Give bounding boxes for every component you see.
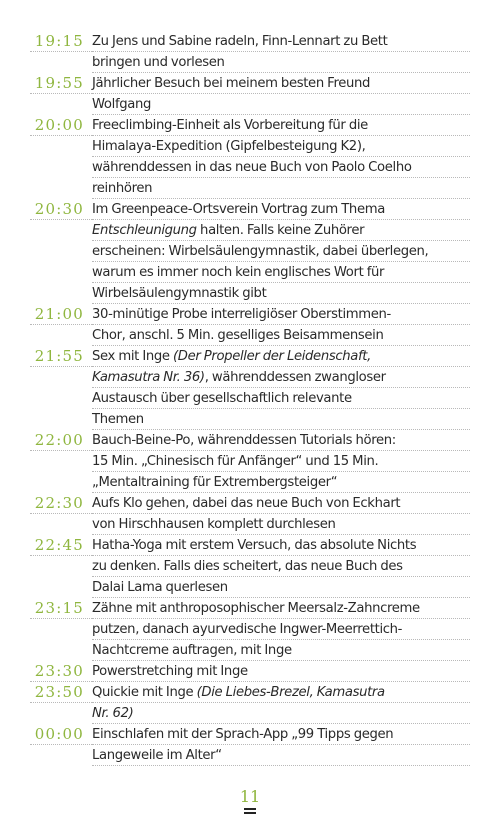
entry-text [92, 199, 470, 304]
entry-text-line [92, 199, 470, 220]
entry-text [92, 535, 470, 598]
entry-text-line [92, 703, 470, 724]
entry-text [92, 73, 470, 115]
entry-text-line [92, 598, 470, 619]
schedule-entry [30, 73, 470, 115]
text-segment: Langeweile im Alter“ [92, 748, 222, 763]
entry-time: 21:55 [30, 346, 92, 367]
entry-text [92, 598, 470, 661]
text-segment: „Mentaltraining für Extrembergsteiger“ [92, 475, 338, 490]
entry-text-line [92, 535, 470, 556]
entry-text [92, 346, 470, 430]
entry-text-line [92, 73, 470, 94]
text-segment: währenddessen in das neue Buch von Paolo Coelho [92, 160, 412, 175]
text-segment: warum es immer noch kein englisches Wort für [92, 265, 385, 280]
text-segment: Hatha-Yoga mit erstem Versuch, das absolute Nichts [92, 538, 417, 553]
schedule-entry [30, 598, 470, 661]
entry-text-line [92, 409, 470, 430]
text-segment: Austausch über gesellschaftlich relevante [92, 391, 352, 406]
entry-time: 00:00 [30, 724, 92, 745]
text-segment: Im Greenpeace-Ortsverein Vortrag zum Thema [92, 202, 385, 217]
entry-text [92, 724, 470, 766]
entry-text-line [92, 94, 470, 115]
entry-time: 21:00 [30, 304, 92, 325]
text-segment: Zu Jens und Sabine radeln, Finn-Lennart zu Bett [92, 34, 388, 49]
text-segment: Wolfgang [92, 97, 152, 112]
entry-text-line [92, 262, 470, 283]
entry-time: 20:00 [30, 115, 92, 136]
entry-text-line [92, 367, 470, 388]
text-segment: Jährlicher Besuch bei meinem besten Freund [92, 76, 371, 91]
entry-text [92, 430, 470, 493]
entry-time: 23:50 [30, 682, 92, 703]
entry-time: 19:15 [30, 31, 92, 52]
entry-text-line [92, 724, 470, 745]
schedule-entry [30, 682, 470, 724]
text-segment: Sex mit Inge [92, 349, 173, 364]
text-segment: halten. Falls keine Zuhörer [196, 223, 365, 238]
italic-text-segment: Kamasutra Nr. 36) [92, 370, 205, 385]
text-segment: , währenddessen zwangloser [204, 370, 386, 385]
entry-text-line [92, 325, 470, 346]
schedule-entry [30, 304, 470, 346]
schedule-entry [30, 724, 470, 766]
schedule-entry [30, 493, 470, 535]
text-segment: Zähne mit anthroposophischer Meersalz-Zahncreme [92, 601, 420, 616]
text-segment: Einschlafen mit der Sprach-App „99 Tipps gegen [92, 727, 394, 742]
text-segment: 15 Min. „Chinesisch für Anfänger“ und 15 Min. [92, 454, 379, 469]
entry-time: 19:55 [30, 73, 92, 94]
text-segment: reinhören [92, 181, 153, 196]
schedule-list [30, 31, 470, 766]
italic-text-segment: (Die Liebes-Brezel, Kamasutra [196, 685, 385, 700]
entry-text-line [92, 31, 470, 52]
schedule-entry [30, 346, 470, 430]
text-segment: zu denken. Falls dies scheitert, das neue Buch des [92, 559, 403, 574]
italic-text-segment: (Der Propeller der Leidenschaft, [173, 349, 371, 364]
text-segment: Wirbelsäulengymnastik gibt [92, 286, 267, 301]
text-segment: Powerstretching mit Inge [92, 664, 248, 679]
entry-text-line [92, 52, 470, 73]
text-segment: Bauch-Beine-Po, währenddessen Tutorials hören: [92, 433, 396, 448]
text-segment: putzen, danach ayurvedische Ingwer-Meerrettich- [92, 622, 403, 637]
text-segment: von Hirschhausen komplett durchlesen [92, 517, 336, 532]
entry-time: 23:30 [30, 661, 92, 682]
entry-text [92, 304, 470, 346]
text-segment: Freeclimbing-Einheit als Vorbereitung für die [92, 118, 368, 133]
text-segment: 30-minütige Probe interreligiöser Oberstimmen- [92, 307, 391, 322]
entry-time: 22:45 [30, 535, 92, 556]
schedule-entry [30, 535, 470, 598]
schedule-entry [30, 661, 470, 682]
schedule-entry [30, 115, 470, 199]
entry-text-line [92, 556, 470, 577]
entry-text-line [92, 745, 470, 766]
entry-text-line [92, 346, 470, 367]
schedule-entry [30, 430, 470, 493]
entry-text-line [92, 115, 470, 136]
entry-time: 23:15 [30, 598, 92, 619]
schedule-entry [30, 199, 470, 304]
entry-text-line [92, 430, 470, 451]
entry-text-line [92, 388, 470, 409]
entry-text-line [92, 241, 470, 262]
entry-text [92, 493, 470, 535]
text-segment: Chor, anschl. 5 Min. geselliges Beisammensein [92, 328, 384, 343]
entry-time: 20:30 [30, 199, 92, 220]
entry-text-line [92, 283, 470, 304]
text-segment: bringen und vorlesen [92, 55, 225, 70]
page-number: 11 [239, 787, 261, 806]
entry-text-line [92, 136, 470, 157]
entry-text-line [92, 493, 470, 514]
entry-text-line [92, 640, 470, 661]
text-segment: Himalaya-Expedition (Gipfelbesteigung K2), [92, 139, 366, 154]
entry-text-line [92, 577, 470, 598]
entry-text-line [92, 157, 470, 178]
entry-text-line [92, 682, 470, 703]
text-segment: Themen [92, 412, 144, 427]
entry-text-line [92, 304, 470, 325]
page-number-underline [244, 808, 256, 814]
entry-text [92, 31, 470, 73]
entry-text-line [92, 472, 470, 493]
schedule-entry [30, 31, 470, 73]
entry-text-line [92, 451, 470, 472]
entry-time: 22:30 [30, 493, 92, 514]
entry-text [92, 115, 470, 199]
text-segment: Quickie mit Inge [92, 685, 197, 700]
entry-text [92, 682, 470, 724]
entry-text-line [92, 220, 470, 241]
entry-text-line [92, 178, 470, 199]
italic-text-segment: Entschleunigung [92, 223, 197, 238]
entry-text-line [92, 619, 470, 640]
italic-text-segment: Nr. 62) [92, 706, 134, 721]
text-segment: Aufs Klo gehen, dabei das neue Buch von Eckhart [92, 496, 401, 511]
entry-text-line [92, 661, 470, 682]
entry-time: 22:00 [30, 430, 92, 451]
entry-text-line [92, 514, 470, 535]
entry-text [92, 661, 470, 682]
text-segment: Dalai Lama querlesen [92, 580, 228, 595]
text-segment: Nachtcreme auftragen, mit Inge [92, 643, 292, 658]
text-segment: erscheinen: Wirbelsäulengymnastik, dabei überlegen, [92, 244, 429, 259]
